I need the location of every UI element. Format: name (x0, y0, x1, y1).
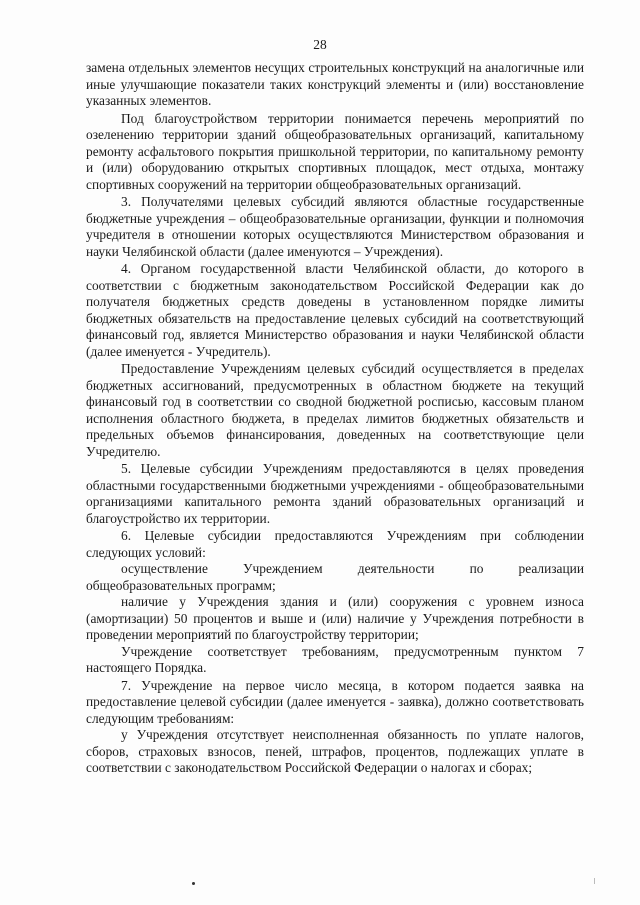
scan-artifact-mark (594, 878, 595, 884)
paragraph: у Учреждения отсутствует неисполненная обязанность по уплате налогов, сборов, страховых взносов, пеней, штрафов, процентов, подлежащих уплате в соответствии с законодательством Российской Федерации о налогах и сборах; (86, 727, 584, 775)
scan-artifact-dot (192, 882, 195, 885)
paragraph: наличие у Учреждения здания и (или) сооружения с уровнем износа (амортизации) 50 процентов и выше и (или) наличие у Учреждения потребности в проведении мероприятий по благоустройству территории; (86, 594, 584, 642)
paragraph: 5. Целевые субсидии Учреждениям предоставляются в целях проведения областными государственными бюджетными учреждениями - общеобразовательными организациями капитального ремонта зданий образовательных организаций и благоустройство их территории. (86, 461, 584, 526)
paragraph: 6. Целевые субсидии предоставляются Учреждениям при соблюдении следующих условий: (86, 528, 584, 560)
paragraph: 7. Учреждение на первое число месяца, в котором подается заявка на предоставление целевой субсидии (далее именуется - заявка), должно соответствовать следующим требованиям: (86, 677, 584, 726)
paragraph: замена отдельных элементов несущих строительных конструкций на аналогичные или иные улучшающие показатели таких конструкций элементы и (или) восстановление указанных элементов. (86, 60, 584, 108)
paragraph: осуществление Учреждением деятельности по реализации общеобразовательных программ; (86, 561, 584, 593)
page-number: 28 (313, 37, 327, 52)
document-body (86, 60, 584, 777)
paragraph: 3. Получателями целевых субсидий являются областные государственные бюджетные учреждения – общеобразовательные организации, функции и полномочия учредителя в отношении которых осуществляются Министерством образования и науки Челябинской области (далее именуются – Учреждения). (86, 194, 584, 259)
paragraph: Предоставление Учреждениям целевых субсидий осуществляется в пределах бюджетных ассигнований, предусмотренных в областном бюджете на текущий финансовый год в соответствии со сводной бюджетной росписью, кассовым планом исполнения областного бюджета, в пределах лимитов бюджетных обязательств и предельных объемов финансирования, доведенных на соответствующие цели Учредителю. (86, 361, 584, 459)
paragraph: 4. Органом государственной власти Челябинской области, до которого в соответствии с бюджетным законодательством Российской Федерации как до получателя бюджетных средств доведены в установленном порядке лимиты бюджетных обязательств на предоставление целевых субсидий на соответствующий финансовый год, является Министерство образования и науки Челябинской области (далее именуется - Учредитель). (86, 261, 584, 359)
paragraph: Под благоустройством территории понимается перечень мероприятий по озеленению территории зданий общеобразовательных организаций, капитальному ремонту асфальтового покрытия пришкольной территории, по капитальному ремонту и (или) оборудованию открытых спортивных площадок, мест отдыха, монтажу спортивных сооружений на территории общеобразовательных организаций. (86, 110, 584, 192)
paragraph: Учреждение соответствует требованиям, предусмотренным пунктом 7 настоящего Порядка. (86, 643, 584, 675)
